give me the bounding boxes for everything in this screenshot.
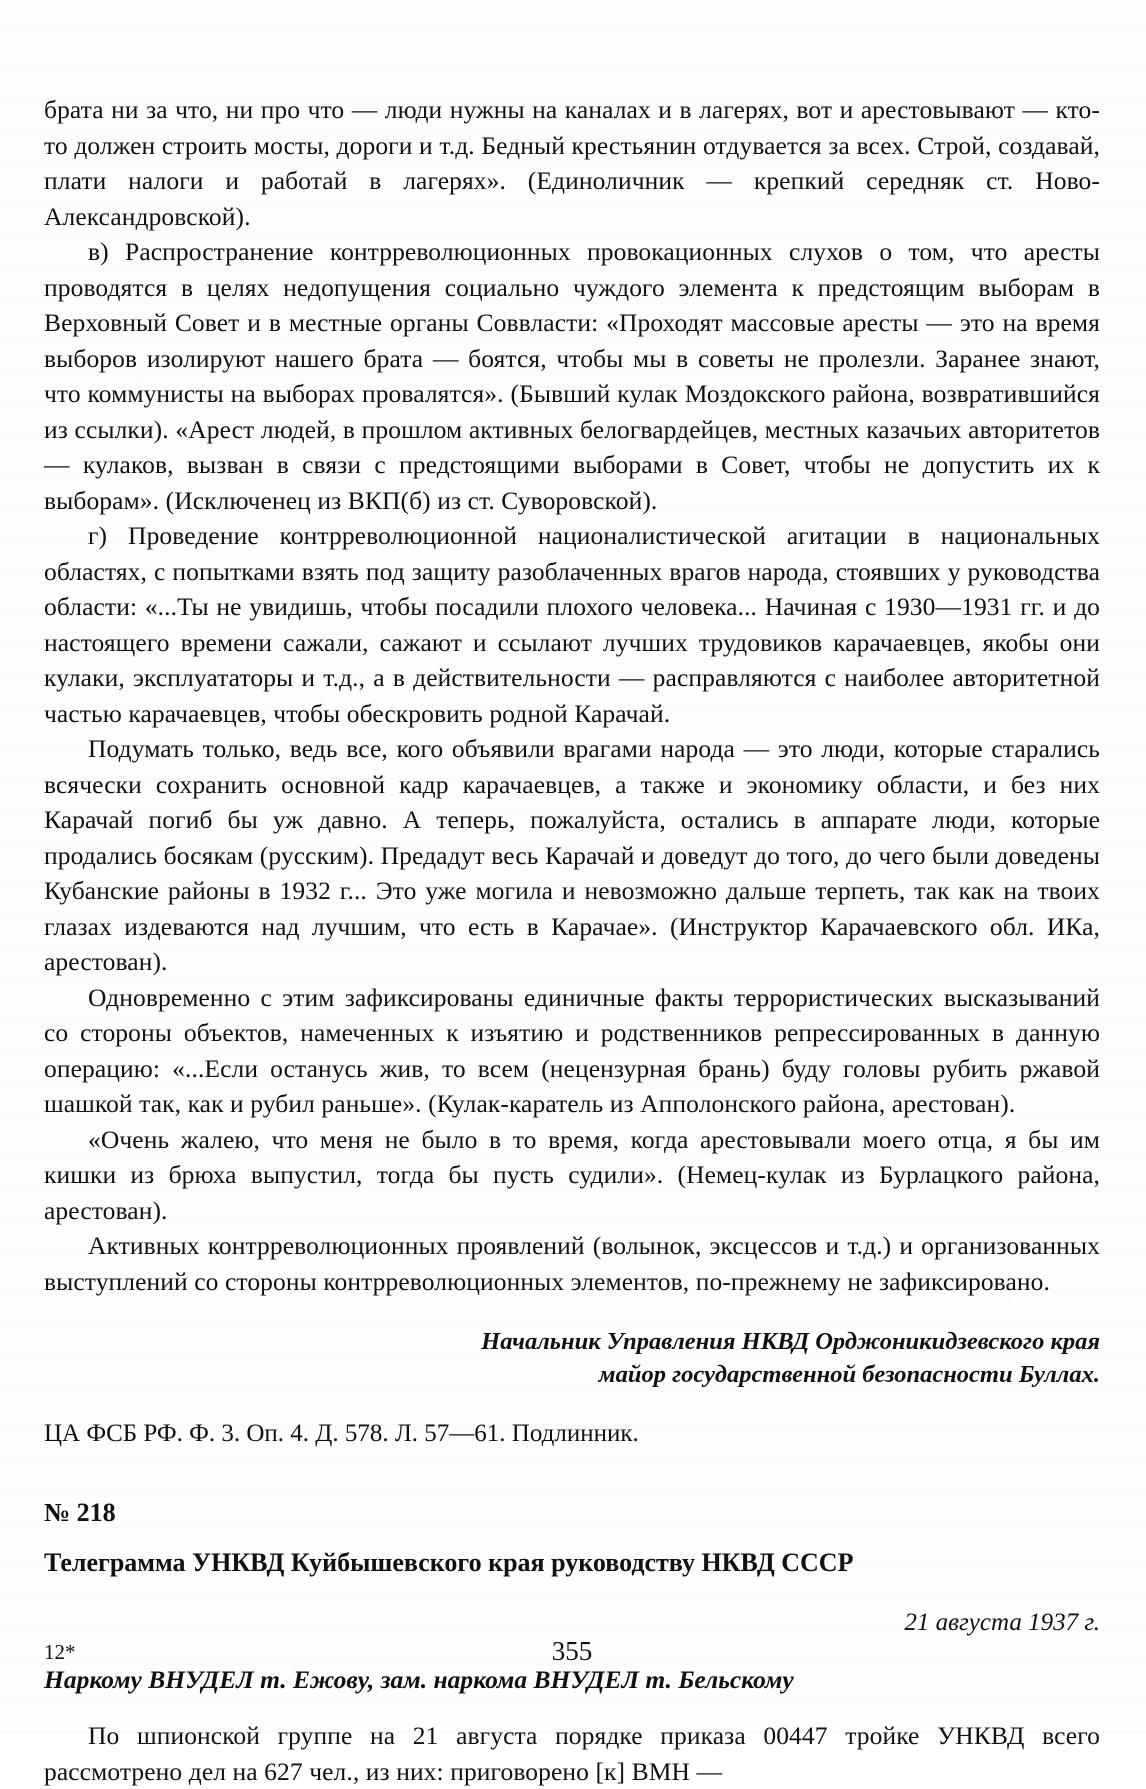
signature-position: Начальник Управления НКВД Орджоникидзевского края <box>481 1328 1100 1355</box>
paragraph-item-v: в) Распространение контрреволюционных провокационных слухов о том, что аресты проводятся в целях недопущения социально чуждого элемента к предстоящим выборам в Верховный Совет и в местные органы Соввласти: «Проходят массовые аресты — это на время выборов изолируют нашего брата — боятся, чтобы мы в советы не пролезли. Заранее знают, что коммунисты на выборах провалятся». (Бывший кулак Моздокского района, возвратившийся из ссылки). «Арест людей, в прошлом активных белогвардейцев, местных казачьих авторитетов — кулаков, вызван в связи с предстоящими выборами в Совет, чтобы не допустить их к выборам». (Исключенец из ВКП(б) из ст. Суворовской). <box>44 237 1100 515</box>
paragraph-item-g: г) Проведение контрреволюционной националистической агитации в национальных областях, с попытками взять под защиту разоблаченных врагов народа, стоявших у руководства области: «...Ты не увидишь, чтобы посадили плохого человека... Начиная с 1930—1931 гг. и до настоящего времени сажали, сажают и ссылают лучших трудовиков карачаевцев, якобы они кулаки, эксплуататоры и т.д., а в действительности — расправляются с наиболее авторитетной частью карачаевцев, чтобы обескровить родной Карачай. <box>44 521 1100 728</box>
document-date: 21 августа 1937 г. <box>904 1609 1100 1636</box>
paragraph-terror-statements: Одновременно с этим зафиксированы единичные факты террористических высказываний со стороны объектов, намеченных к изъятию и родственников репрессированных в данную операцию: «...Если останусь жив, то всем (нецензурная брань) буду головы рубить ржавой шашкой так, как и рубил раньше». (Кулак-каратель из Апполонского района, арестован). <box>44 982 1100 1118</box>
document-number: № 218 <box>44 1498 116 1527</box>
signature-block <box>44 1325 1100 1391</box>
page-number: 355 <box>551 1636 593 1666</box>
document-title: Телеграмма УНКВД Куйбышевского края руководству НКВД СССР <box>44 1548 854 1577</box>
paragraph-quote-burlatsky: «Очень жалею, что меня не было в то время, когда арестовывали моего отца, я бы им кишки из брюха выпустил, тогда бы пусть судили». (Немец-кулак из Бурлацкого района, арестован). <box>44 1124 1100 1225</box>
page-footer <box>44 1638 1100 1674</box>
paragraph-no-active-manifestations: Активных контрреволюционных проявлений (волынок, эксцессов и т.д.) и организованных выступлений со стороны контрреволюционных элементов, по-прежнему не зафиксировано. <box>44 1231 1100 1296</box>
paragraph-karachay: Подумать только, ведь все, кого объявили врагами народа — это люди, которые старались всячески сохранить основной кадр карачаевцев, а также и экономику области, и без них Карачай погиб бы уж давно. А теперь, пожалуйста, остались в аппарате люди, которые продались босякам (русским). Предадут весь Карачай и доведут до того, до чего были доведены Кубанские районы в 1932 г... Это уже могила и невозможно дальше терпеть, так как на твоих глазах издеваются над лучшим, что есть в Карачае». (Инструктор Карачаевского обл. ИКа, арестован). <box>44 734 1100 976</box>
document-body-paragraph: По шпионской группе на 21 августа порядке приказа 00447 тройке УНКВД всего рассмотрено дел на 627 чел., из них: приговорено [к] ВМН — <box>44 1721 1100 1786</box>
archive-reference: ЦА ФСБ РФ. Ф. 3. Оп. 4. Д. 578. Л. 57—61. Подлинник. <box>44 1420 639 1447</box>
document-addressee: Наркому ВНУДЕЛ т. Ежову, зам. наркома ВНУДЕЛ т. Бельскому <box>44 1665 794 1694</box>
page-content <box>44 92 1100 1789</box>
signature-rank-name: майор государственной безопасности Буллах. <box>598 1361 1100 1388</box>
signature-mark: 12* <box>44 1640 76 1664</box>
paragraph-continuation: брата ни за что, ни про что — люди нужны на каналах и в лагерях, вот и арестовывают — кто-то должен строить мосты, дороги и т.д. Бедный крестьянин отдувается за всех. Строй, создавай, плати налоги и работай в лагерях». (Единоличник — крепкий середняк ст. Ново-Александровской). <box>44 95 1100 231</box>
